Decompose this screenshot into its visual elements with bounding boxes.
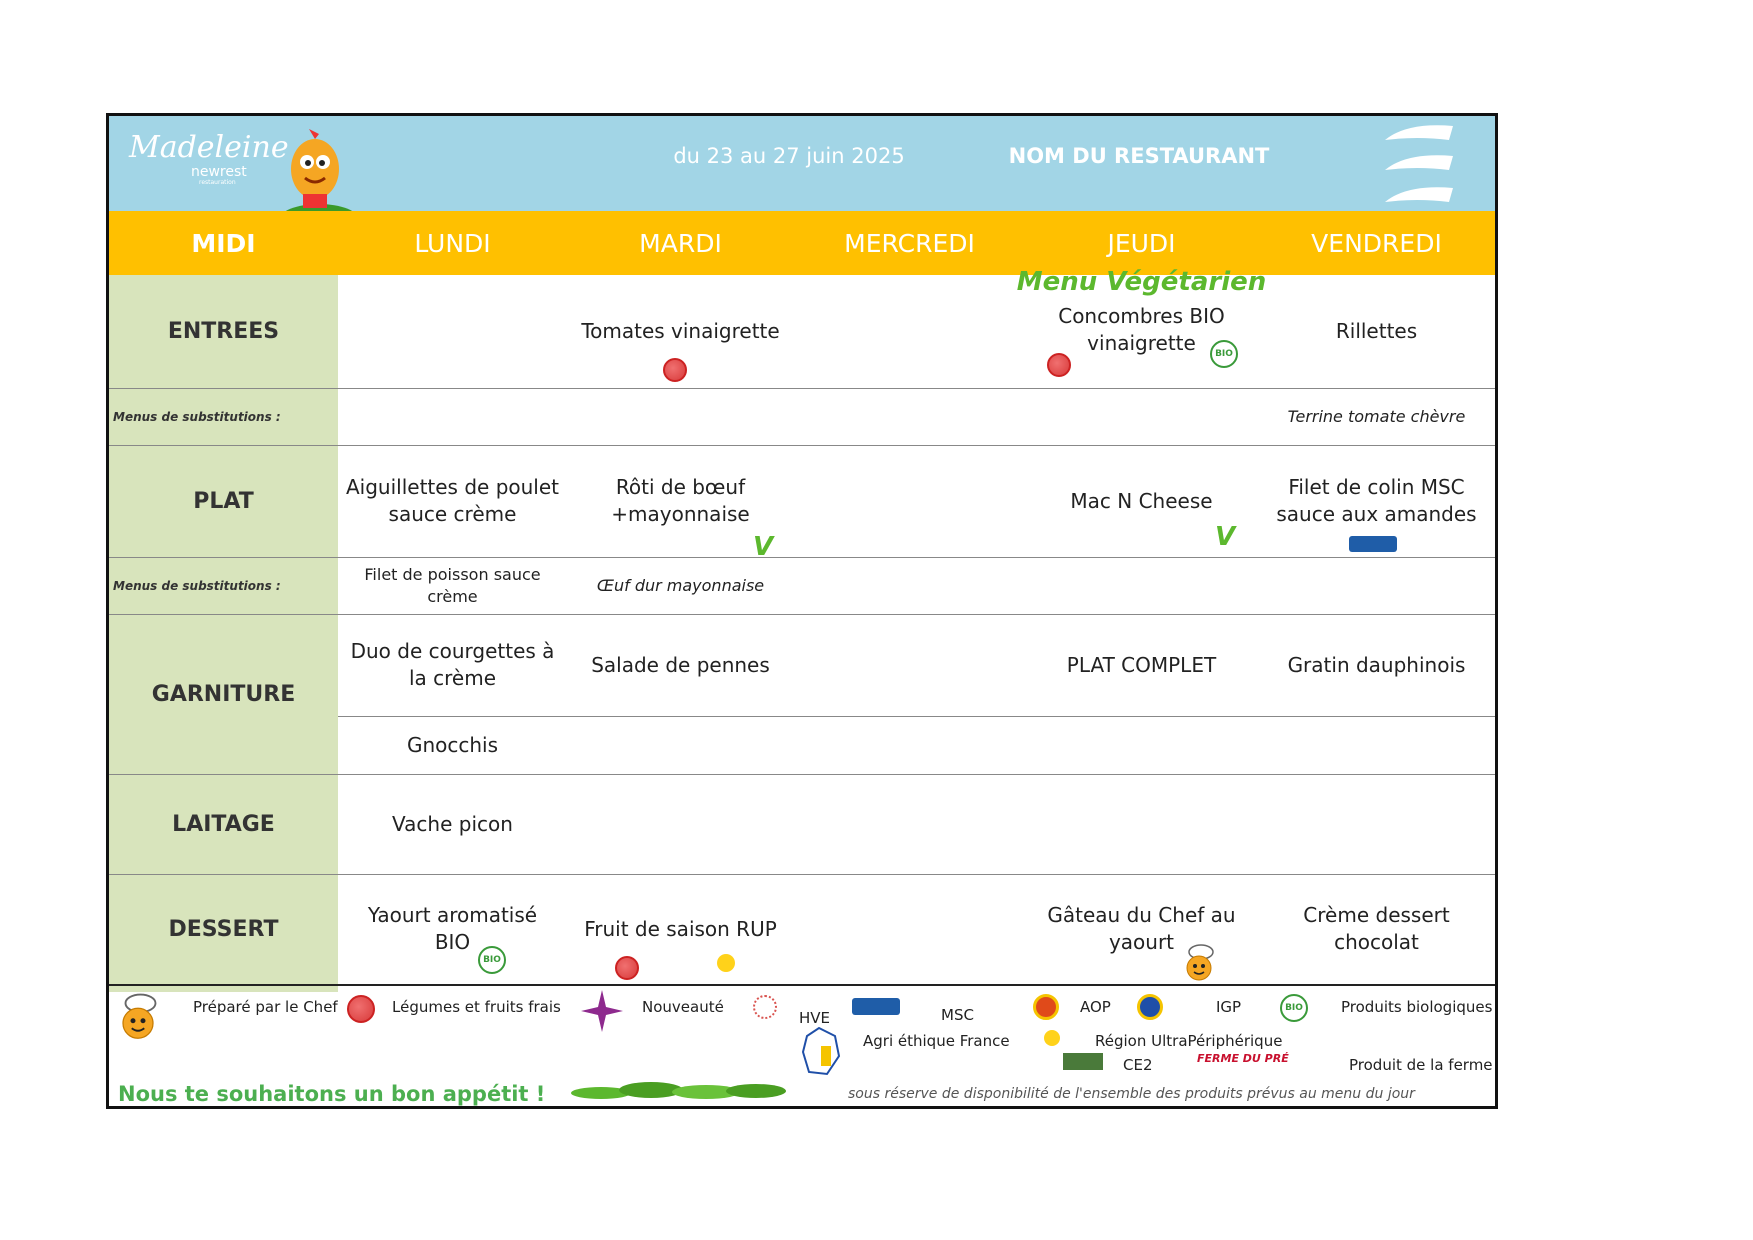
dessert-jeudi: Gâteau du Chef au yaourt xyxy=(1047,903,1236,954)
legend-hve: HVE xyxy=(799,1009,831,1027)
msc-icon xyxy=(852,998,900,1015)
chef-icon xyxy=(1181,943,1217,983)
aop-icon xyxy=(1033,994,1059,1020)
dessert-vendredi: Crème dessert chocolat xyxy=(1303,903,1450,954)
bon-appetit-message: Nous te souhaitons un bon appétit ! xyxy=(118,1082,546,1106)
dessert-mardi: Fruit de saison RUP xyxy=(584,916,777,941)
plat-jeudi: Mac N Cheese xyxy=(1070,488,1213,513)
row-label-substitutions-1: Menus de substitutions : xyxy=(113,409,281,424)
herbs-decoration-icon xyxy=(571,1078,791,1102)
entrees-mardi: Tomates vinaigrette xyxy=(581,319,780,343)
day-vendredi: VENDREDI xyxy=(1311,228,1442,258)
row-label-substitutions-2: Menus de substitutions : xyxy=(113,578,281,593)
brand-logo xyxy=(129,130,289,201)
legend-aop: AOP xyxy=(1080,998,1111,1016)
menu-vegetarien-banner: Menu Végétarien xyxy=(1016,267,1267,297)
entrees-vendredi: Rillettes xyxy=(1335,319,1418,343)
brand-sub: newrest xyxy=(191,164,247,180)
plat-vendredi: Filet de colin MSC sauce aux amandes xyxy=(1276,475,1477,526)
legend-nouveaute: Nouveauté xyxy=(642,998,724,1016)
garniture-mardi: Salade de pennes xyxy=(591,652,770,677)
garniture-vendredi: Gratin dauphinois xyxy=(1287,652,1466,677)
rup-icon xyxy=(1044,1030,1060,1046)
row-label-laitage: LAITAGE xyxy=(172,811,275,837)
sub1-vendredi: Terrine tomate chèvre xyxy=(1287,406,1466,426)
agri-ethique-france-icon xyxy=(799,1026,843,1078)
legend-ferme: Produit de la ferme xyxy=(1349,1056,1493,1074)
restaurant-name: NOM DU RESTAURANT xyxy=(1008,144,1270,168)
bio-icon: BIO xyxy=(1210,340,1238,368)
menu-frame xyxy=(106,113,1498,1109)
fresh-produce-icon xyxy=(663,358,687,382)
day-jeudi: JEUDI xyxy=(1107,228,1176,258)
sub2-lundi: Filet de poisson sauce crème xyxy=(364,564,541,606)
bio-icon: BIO xyxy=(478,946,506,974)
garniture-lundi-2: Gnocchis xyxy=(406,732,499,757)
bio-icon: BIO xyxy=(1280,994,1308,1022)
brand-name: Madeleine xyxy=(129,130,289,165)
legend-igp: IGP xyxy=(1216,998,1242,1016)
wave-logo-icon xyxy=(1377,120,1457,212)
msc-icon xyxy=(1349,536,1397,552)
legend-agri: Agri éthique France xyxy=(863,1032,1010,1050)
plat-lundi: Aiguillettes de poulet sauce crème xyxy=(345,475,560,526)
midi-label: MIDI xyxy=(191,228,256,258)
plat-mardi: Rôti de bœuf +mayonnaise xyxy=(611,475,750,526)
day-lundi: LUNDI xyxy=(414,228,491,258)
dessert-lundi: Yaourt aromatisé BIO xyxy=(367,903,538,954)
row-label-dessert: DESSERT xyxy=(168,916,279,942)
ferme-du-pre-logo: FERME DU PRÉ xyxy=(1197,1052,1289,1065)
nouveaute-star-icon xyxy=(579,988,625,1034)
laitage-lundi: Vache picon xyxy=(392,811,513,836)
chef-icon xyxy=(115,992,161,1042)
garniture-lundi: Duo de courgettes à la crème xyxy=(350,639,555,690)
garniture-jeudi: PLAT COMPLET xyxy=(1066,652,1217,677)
legend-msc: MSC xyxy=(941,1006,974,1024)
availability-note: sous réserve de disponibilité de l'ensemble des produits prévus au menu du jour xyxy=(848,1086,1415,1102)
vegetarian-icon: V xyxy=(753,532,774,562)
legend-bio: Produits biologiques xyxy=(1341,998,1493,1016)
legend-legumes: Légumes et fruits frais xyxy=(392,998,561,1016)
sub2-mardi: Œuf dur mayonnaise xyxy=(596,575,765,595)
legend-chef: Préparé par le Chef xyxy=(193,998,338,1016)
row-label-garniture: GARNITURE xyxy=(151,681,296,707)
row-label-plat: PLAT xyxy=(193,488,254,514)
rup-icon xyxy=(717,954,735,972)
hve-icon xyxy=(753,995,777,1019)
day-mardi: MARDI xyxy=(639,228,722,258)
fresh-produce-icon xyxy=(347,995,375,1023)
divider xyxy=(109,984,1495,986)
dates: du 23 au 27 juin 2025 xyxy=(673,144,905,168)
brand-sub2: restauration xyxy=(199,179,236,186)
row-label-entrees: ENTREES xyxy=(167,319,280,344)
fresh-produce-icon xyxy=(615,956,639,980)
ce2-icon xyxy=(1063,1053,1103,1070)
legend-rup: Région UltraPériphérique xyxy=(1095,1032,1283,1050)
legend-ce2: CE2 xyxy=(1123,1056,1153,1074)
fresh-produce-icon xyxy=(1047,353,1071,377)
igp-icon xyxy=(1137,994,1163,1020)
entrees-jeudi: Concombres BIO vinaigrette xyxy=(1058,304,1225,355)
day-mercredi: MERCREDI xyxy=(844,228,975,258)
vegetarian-icon: V xyxy=(1215,522,1236,552)
